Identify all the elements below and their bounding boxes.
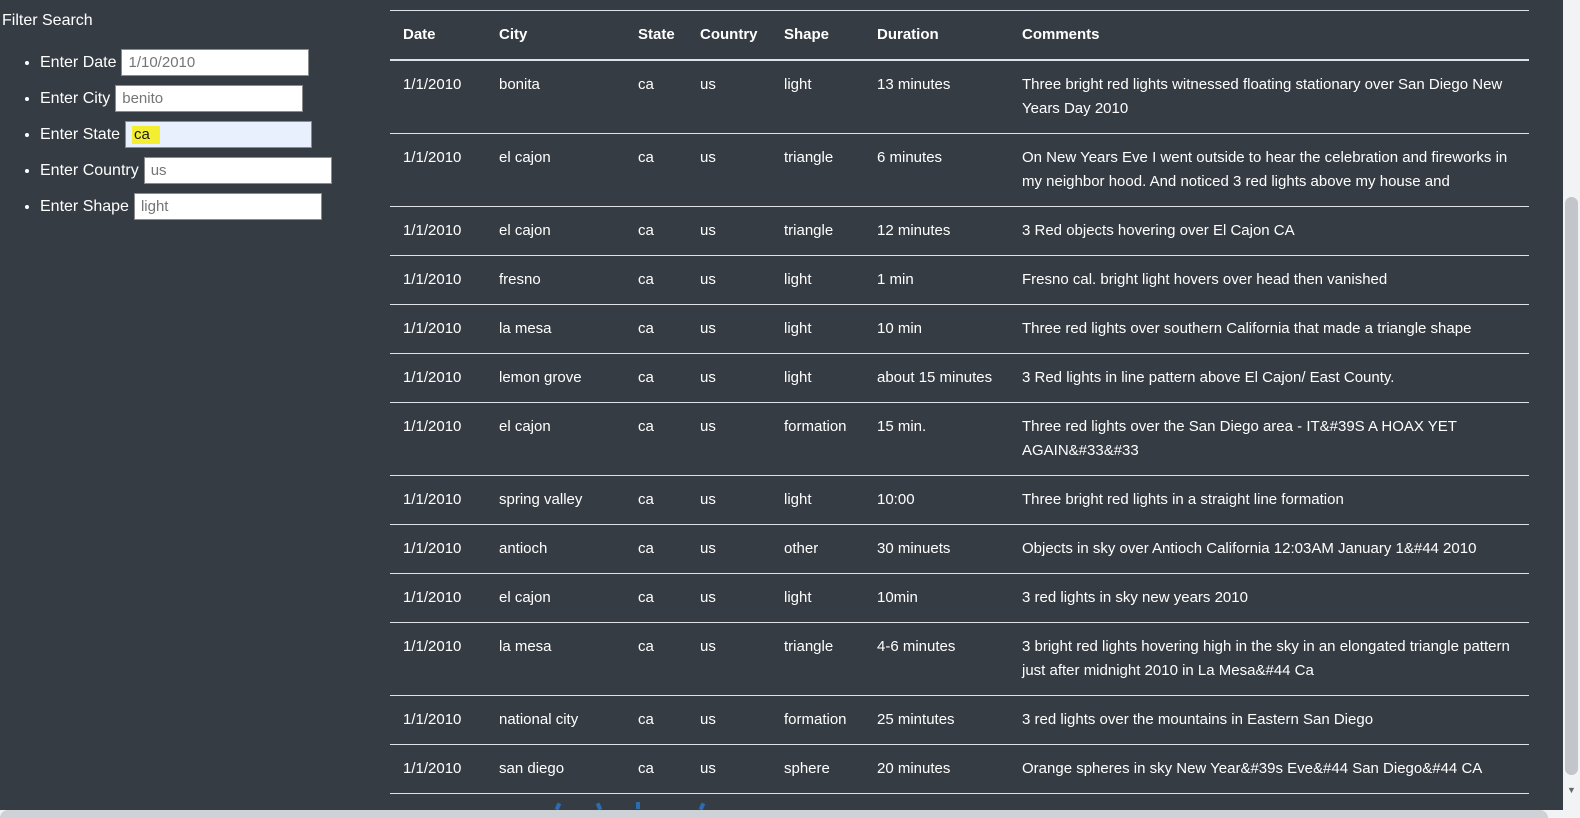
cell-date: 1/1/2010 [390,60,486,134]
cell-comments: Orange spheres in sky New Year&#39s Eve&#44 San Diego&#44 CA [1009,745,1529,794]
cell-date: 1/1/2010 [390,403,486,476]
cell-shape: light [771,476,864,525]
table-row [390,60,1529,134]
table-row [390,256,1529,305]
vertical-scrollbar[interactable] [1563,0,1580,818]
cell-city: lemon grove [486,354,625,403]
cell-shape: formation [771,696,864,745]
cell-state: ca [625,354,687,403]
cell-shape: triangle [771,134,864,207]
cell-country: us [687,305,771,354]
cell-comments: Three red lights over southern California that made a triangle shape [1009,305,1529,354]
cell-duration: 30 minuets [864,525,1009,574]
table-row [390,696,1529,745]
cell-city: el cajon [486,207,625,256]
table-row [390,207,1529,256]
cell-date: 1/1/2010 [390,525,486,574]
cell-duration: 4-6 minutes [864,623,1009,696]
cell-date: 1/1/2010 [390,134,486,207]
cell-duration: 10:00 [864,476,1009,525]
cell-shape: light [771,305,864,354]
cell-date: 1/1/2010 [390,696,486,745]
filter-field-list [2,49,332,221]
cell-city: el cajon [486,403,625,476]
sightings-table [390,10,1529,794]
cell-state: ca [625,403,687,476]
filter-field-country [40,157,332,185]
cell-date: 1/1/2010 [390,256,486,305]
cell-country: us [687,134,771,207]
cell-city: spring valley [486,476,625,525]
table-row [390,623,1529,696]
shape-field-label: Enter Shape [40,197,129,215]
horizontal-scrollbar[interactable] [0,810,1563,818]
filter-field-shape [40,193,332,221]
cell-comments: 3 bright red lights hovering high in the sky in an elongated triangle pattern just after midnight 2010 in La Mesa&#44 Ca [1009,623,1529,696]
cell-state: ca [625,207,687,256]
table-row [390,745,1529,794]
state-field-label: Enter State [40,125,121,143]
state-input[interactable] [125,121,312,148]
cell-state: ca [625,623,687,696]
cell-comments: Objects in sky over Antioch California 12:03AM January 1&#44 2010 [1009,525,1529,574]
cell-country: us [687,256,771,305]
cell-country: us [687,207,771,256]
cell-comments: 3 Red lights in line pattern above El Cajon/ East County. [1009,354,1529,403]
cell-shape: light [771,354,864,403]
column-header-comments: Comments [1009,11,1529,61]
column-header-duration: Duration [864,11,1009,61]
cell-date: 1/1/2010 [390,574,486,623]
column-header-city: City [486,11,625,61]
cell-city: la mesa [486,623,625,696]
filter-panel-title: Filter Search [2,12,93,29]
filter-field-date [40,49,332,77]
cell-duration: 20 minutes [864,745,1009,794]
cell-comments: Three red lights over the San Diego area - IT&#39S A HOAX YET AGAIN&#33&#33 [1009,403,1529,476]
cell-city: san diego [486,745,625,794]
table-row [390,476,1529,525]
cell-shape: other [771,525,864,574]
state-input-value-highlighted: ca [132,126,160,144]
cell-city: la mesa [486,305,625,354]
cell-comments: Fresno cal. bright light hovers over head then vanished [1009,256,1529,305]
cell-city: national city [486,696,625,745]
table-row [390,354,1529,403]
clipped-blue-text-fragment [636,802,640,809]
shape-input[interactable] [134,193,322,220]
city-input[interactable] [115,85,303,112]
cell-date: 1/1/2010 [390,207,486,256]
cell-country: us [687,745,771,794]
vertical-scrollbar-thumb[interactable] [1565,197,1578,775]
cell-country: us [687,354,771,403]
cell-duration: 15 min. [864,403,1009,476]
scrollbar-down-arrow-icon[interactable]: ▼ [1567,785,1576,795]
cell-shape: light [771,60,864,134]
cell-city: el cajon [486,574,625,623]
cell-city: antioch [486,525,625,574]
cell-comments: 3 red lights over the mountains in Eastern San Diego [1009,696,1529,745]
cell-country: us [687,696,771,745]
cell-city: fresno [486,256,625,305]
cell-state: ca [625,745,687,794]
cell-duration: about 15 minutes [864,354,1009,403]
cell-duration: 25 mintutes [864,696,1009,745]
cell-date: 1/1/2010 [390,745,486,794]
cell-state: ca [625,696,687,745]
column-header-shape: Shape [771,11,864,61]
cell-shape: triangle [771,623,864,696]
city-field-label: Enter City [40,89,111,107]
cell-comments: Three bright red lights witnessed floating stationary over San Diego New Years Day 2010 [1009,60,1529,134]
country-input[interactable] [144,157,332,184]
table-row [390,574,1529,623]
cell-comments: On New Years Eve I went outside to hear the celebration and fireworks in my neighbor hood. And noticed 3 red lights above my house and [1009,134,1529,207]
cell-comments: Three bright red lights in a straight line formation [1009,476,1529,525]
cell-city: el cajon [486,134,625,207]
cell-shape: sphere [771,745,864,794]
cell-date: 1/1/2010 [390,623,486,696]
sightings-table-header [390,11,1529,61]
cell-country: us [687,476,771,525]
cell-state: ca [625,305,687,354]
date-field-label: Enter Date [40,53,117,71]
cell-shape: light [771,256,864,305]
cell-duration: 12 minutes [864,207,1009,256]
cell-state: ca [625,574,687,623]
cell-date: 1/1/2010 [390,354,486,403]
sightings-table-body [390,60,1529,794]
cell-duration: 1 min [864,256,1009,305]
table-row [390,525,1529,574]
cell-comments: 3 Red objects hovering over El Cajon CA [1009,207,1529,256]
cell-country: us [687,403,771,476]
cell-state: ca [625,525,687,574]
cell-comments: 3 red lights in sky new years 2010 [1009,574,1529,623]
table-row [390,134,1529,207]
country-field-label: Enter Country [40,161,139,179]
cell-shape: formation [771,403,864,476]
cell-duration: 6 minutes [864,134,1009,207]
filter-field-city [40,85,332,113]
cell-city: bonita [486,60,625,134]
cell-date: 1/1/2010 [390,305,486,354]
column-header-date: Date [390,11,486,61]
cell-date: 1/1/2010 [390,476,486,525]
cell-country: us [687,623,771,696]
column-header-state: State [625,11,687,61]
cell-shape: triangle [771,207,864,256]
cell-country: us [687,525,771,574]
cell-shape: light [771,574,864,623]
cell-duration: 13 minutes [864,60,1009,134]
table-row [390,305,1529,354]
horizontal-scrollbar-thumb[interactable] [0,810,1548,818]
cell-state: ca [625,60,687,134]
cell-duration: 10min [864,574,1009,623]
date-input[interactable] [121,49,309,76]
cell-state: ca [625,256,687,305]
table-row [390,403,1529,476]
header-row [390,11,1529,61]
filter-panel [2,12,332,229]
cell-duration: 10 min [864,305,1009,354]
column-header-country: Country [687,11,771,61]
cell-state: ca [625,476,687,525]
cell-country: us [687,574,771,623]
filter-field-state [40,121,332,149]
sightings-table-container [390,10,1529,794]
cell-country: us [687,60,771,134]
cell-state: ca [625,134,687,207]
